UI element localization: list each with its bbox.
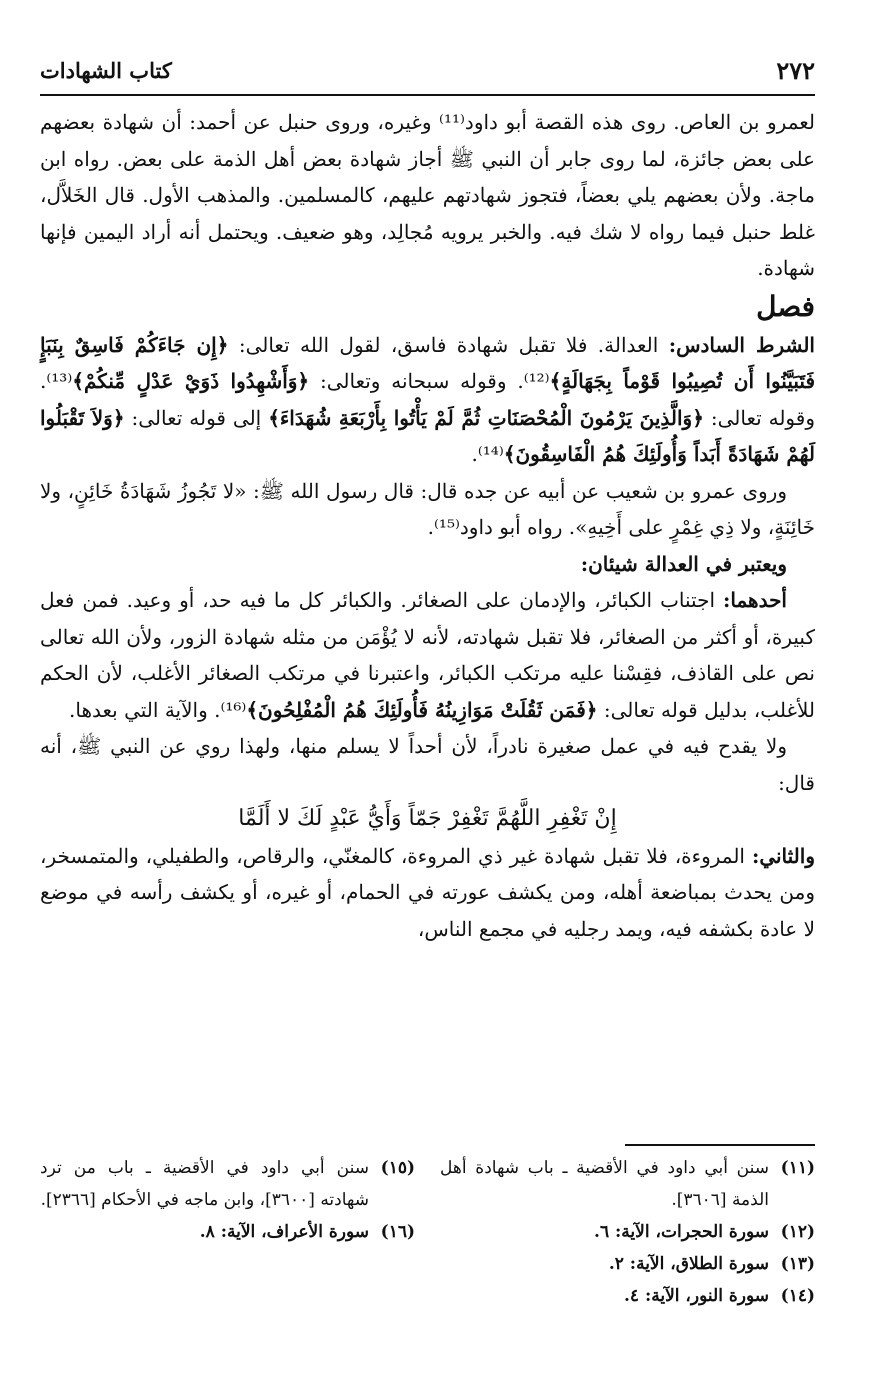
footnote-divider (625, 1144, 815, 1146)
footnote-13 (440, 1248, 815, 1280)
footnotes-column-left (40, 1152, 415, 1248)
footnote-number: (١٢) (780, 1222, 815, 1242)
footnotes-column-right (440, 1152, 815, 1312)
paragraph-3: وروى عمرو بن شعيب عن أبيه عن جده قال: قال رسول الله ﷺ: «لا تَجُوزُ شَهَادَةُ خَائِنٍ، ولا خَائِنَةٍ، ولا ذِي غِمْرٍ على أَخِيهِ». رواه أبو داود⁽¹⁵⁾. (40, 478, 815, 539)
paragraph-2-text-d: إلى قوله تعالى: (124, 405, 269, 430)
footnote-text: سنن أبي داود في الأقضية ـ باب من ترد شهادته [٣٦٠٠]، وابن ماجه في الأحكام [٢٣٦٦]. (40, 1158, 369, 1210)
footnote-text: سنن أبي داود في الأقضية ـ باب شهادة أهل الذمة [٣٦٠٦]. (440, 1158, 769, 1210)
page-number: ٢٧٢ (776, 56, 815, 85)
footnote-text: سورة الحجرات، الآية: ٦. (594, 1222, 769, 1242)
footnote-number: (١٣) (780, 1254, 815, 1274)
quran-verse: ﴿وَالَّذِينَ يَرْمُونَ الْمُحْصَنَاتِ ثُمَّ لَمْ يَأْتُوا بِأَرْبَعَةِ شُهَدَاءَ﴾ (268, 405, 704, 430)
footnote-11 (440, 1152, 815, 1216)
footnote-number: (١٤) (780, 1286, 815, 1306)
paragraph-1: لعمرو بن العاص. روى هذه القصة أبو داود⁽¹¹⁾ وغيره، وروى حنبل عن أحمد: أن شهادة بعضهم على بعض جائزة، لما روى جابر أن النبي ﷺ أجاز شهادة بعض أهل الذمة على بعض. رواه ابن ماجة. ولأن بعضهم يلي بعضاً، فتجوز شهادتهم عليهم، كالمسلمين. والمذهب الأول. قال الخَلاَّل، غلط حنبل فيما رواه لا شك فيه. والخبر يرويه مُجالِد، وهو ضعيف. ويحتمل أنه أراد اليمين فإنها شهادة. (40, 110, 816, 280)
footnote-number: (١١) (780, 1158, 815, 1178)
running-title: كتاب الشهادات (40, 58, 172, 83)
footnote-16 (40, 1216, 415, 1248)
paragraph-5-text-b: ⁽¹⁶⁾. والآية التي بعدها. (69, 697, 247, 722)
footnote-14 (440, 1280, 815, 1312)
paragraph-4: ويعتبر في العدالة شيئان: (580, 551, 787, 576)
paragraph-2-text-b: ⁽¹²⁾. وقوله سبحانه وتعالى: (309, 369, 550, 393)
section-heading: فصل (756, 289, 815, 323)
poem-verse: إِنْ تَغْفِرِ اللَّهُمَّ تَغْفِرْ جَمّاً وَأَيُّ عَبْدٍ لَكَ لا أَلَمَّا (238, 806, 617, 831)
quran-verse: ﴿وَأَشْهِدُوا ذَوَيْ عَدْلٍ مِّنكُمْ﴾ (72, 369, 310, 393)
quran-verse: ﴿إِن جَاءَكُمْ فَاسِقٌ بِنَبَإٍ فَتَبَيَّنُوا أَن تُصِيبُوا قَوْماً بِجَهَالَةٍ﴾ (40, 332, 816, 393)
paragraph-2-text-c: ⁽¹³⁾. وقوله تعالى: (40, 369, 815, 430)
paragraph-2-text-a: العدالة. فلا تقبل شهادة فاسق، لقول الله تعالى: (228, 332, 669, 357)
paragraph-5-text-a: اجتناب الكبائر، والإدمان على الصغائر. والكبائر كل ما فيه حد، أو وعيد. فمن فعل كبيرة، أو أكثر من الصغائر، فلا تقبل شهادته، لأنه لا يُؤْمَن من مثله شهادة الزور، ولأن الله تعالى نص على القاذف، فقِسْنا عليه مرتكب الكبائر، واعتبرنا في مرتكب الصغائر الأغلب، لأن الحكم للأغلب، بدليل قوله تعالى: (40, 588, 815, 722)
quran-verse: ﴿وَلاَ تَقْبَلُوا لَهُمْ شَهَادَةً أَبَداً وَأُولَئِكَ هُمُ الْفَاسِقُونَ﴾ (40, 405, 815, 466)
footnote-text: سورة الطلاق، الآية: ٢. (608, 1254, 769, 1274)
book-page (40, 52, 815, 1342)
paragraph-5 (40, 582, 815, 728)
footnote-text: سورة النور، الآية: ٤. (623, 1286, 769, 1306)
paragraph-2 (40, 327, 815, 473)
footnote-number: (١٥) (380, 1158, 415, 1178)
page-header (40, 52, 815, 96)
quran-verse: ﴿فَمَن ثَقُلَتْ مَوَازِينُهُ فَأُولَئِكَ هُمُ الْمُفْلِحُونَ﴾ (246, 697, 598, 722)
paragraph-2-text-e: ⁽¹⁴⁾. (471, 442, 504, 466)
paragraph-6: ولا يقدح فيه في عمل صغيرة نادراً، لأن أحداً لا يسلم منها، ولهذا روي عن النبي ﷺ، أنه قال: (40, 734, 815, 795)
second-lead: والثاني: (751, 843, 815, 868)
paragraph-7-text-a: المروءة، فلا تقبل شهادة غير ذي المروءة، كالمغنّي، والرقاص، والطفيلي، والمتمسخر، ومن يحدث بمباضعة أهله، ومن يكشف عورته في الحمام، أو غيره، أو يكشف رأسه في موضع لا عادة بكشفه فيه، ويمد رجليه في مجمع الناس، (40, 843, 815, 941)
footnote-15 (40, 1152, 415, 1216)
footnote-text: سورة الأعراف، الآية: ٨. (199, 1222, 369, 1242)
condition-lead: الشرط السادس: (668, 332, 815, 357)
footnotes (40, 1152, 815, 1342)
footnote-12 (440, 1216, 815, 1248)
first-lead: أحدهما: (722, 588, 787, 612)
page-body (40, 104, 815, 947)
footnote-number: (١٦) (380, 1222, 415, 1242)
paragraph-7 (40, 838, 815, 948)
